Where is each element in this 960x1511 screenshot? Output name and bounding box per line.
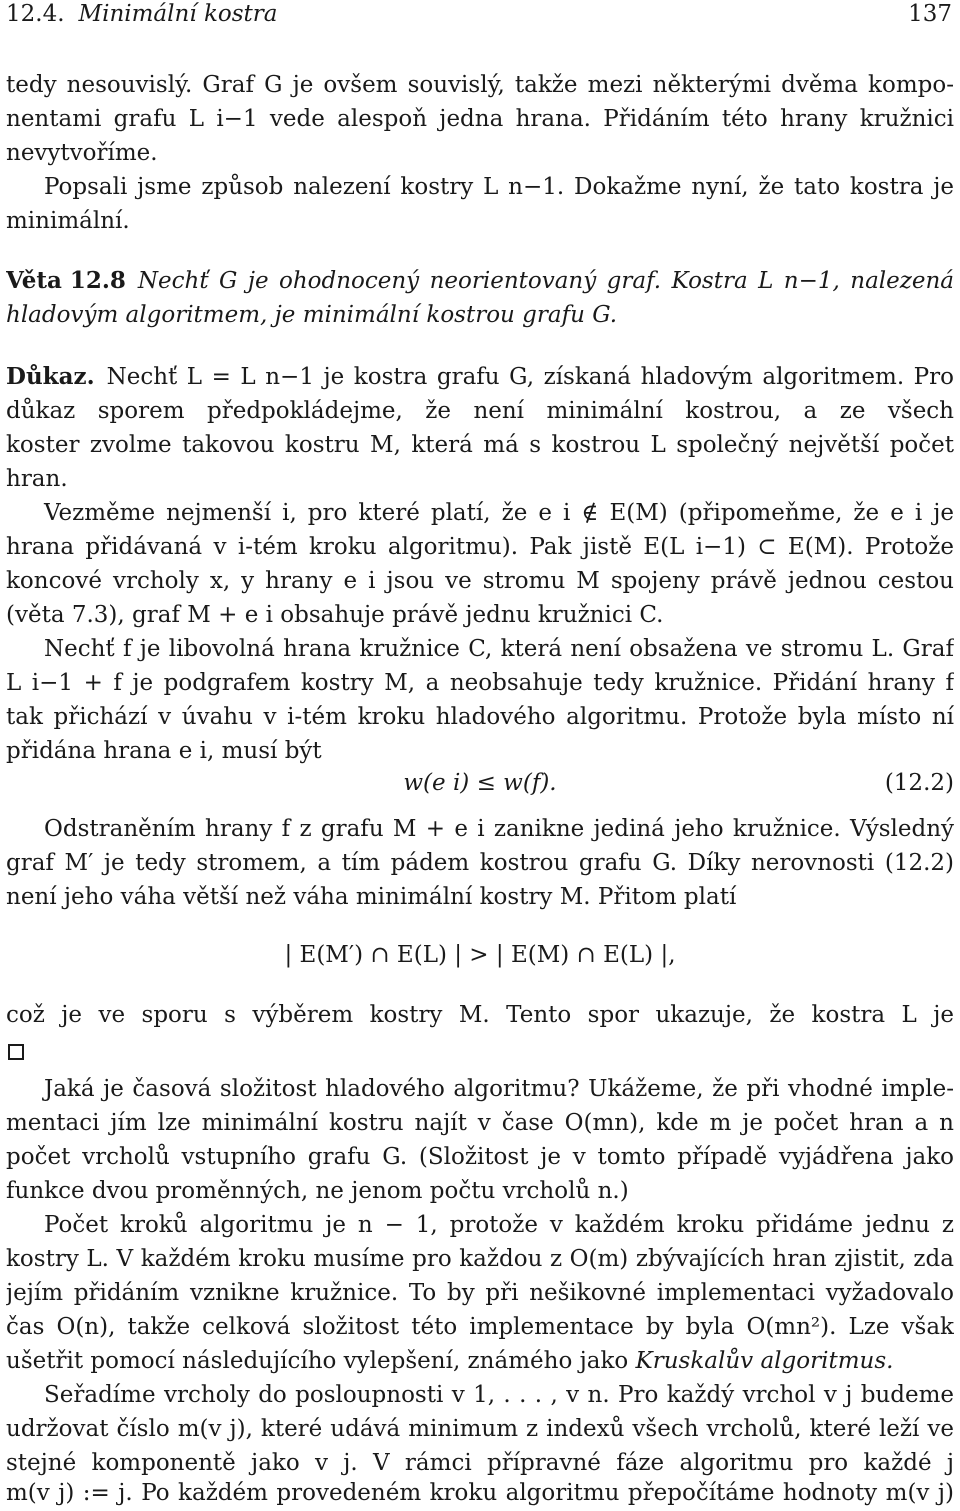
text-line: hran.: [6, 466, 68, 492]
equation-inequality: [6, 940, 954, 974]
text-line: jejím přidáním vznikne kružnice. To by při nešikovné implementaci vyžadovalo: [6, 1280, 954, 1306]
text-line-part: ušetřit pomocí následujícího vylepšení, známého jako: [6, 1348, 629, 1374]
theorem-label: Věta 12.8: [6, 267, 126, 294]
text-line: čas O(n), takže celková složitost této implementace by byla O(mn²). Lze však: [6, 1314, 954, 1340]
text-line: koster zvolme takovou kostru M, která má s kostrou L společný největší počet: [6, 432, 954, 458]
text-line: stejné komponentě jako v j. V rámci přípravné fáze algoritmu pro každé j: [6, 1450, 954, 1476]
text-line: koncové vrcholy x, y hrany e i jsou ve stromu M spojeny právě jednou cestou: [6, 568, 954, 594]
theorem-text: hladovým algoritmem, je minimální kostrou grafu G.: [6, 302, 618, 328]
text-line: Počet kroků algoritmu je n − 1, protože v každém kroku přidáme jednu z: [44, 1212, 954, 1238]
text-line: funkce dvou proměnných, ne jenom počtu vrcholů n.): [6, 1178, 629, 1204]
text-line: přidána hrana e i, musí být: [6, 738, 322, 764]
text-line: udržovat číslo m(v j), které udává minimum z indexů všech vrcholů, které leží ve: [6, 1416, 954, 1442]
text-line: tak přichází v úvahu v i-tém kroku hladového algoritmu. Protože byla místo ní: [6, 704, 954, 730]
text-line: Odstraněním hrany f z grafu M + e i zanikne jediná jeho kružnice. Výsledný: [44, 816, 954, 842]
text-line: tedy nesouvislý. Graf G je ovšem souvislý, takže mezi některými dvěma kompo-: [6, 72, 954, 98]
page-header: [6, 0, 952, 28]
text-line: mentaci jím lze minimální kostru najít v čase O(mn), kde m je počet hran a n: [6, 1110, 954, 1136]
equation-number: (12.2): [884, 770, 954, 796]
text-line: nentami grafu L i−1 vede alespoň jedna hrana. Přidáním této hrany kružnici: [6, 106, 954, 132]
equation-formula: | E(M′) ∩ E(L) | > | E(M) ∩ E(L) |,: [284, 942, 676, 968]
text-line: počet vrcholů vstupního grafu G. (Složitost je v tomto případě vyjádřena jako: [6, 1144, 954, 1170]
text-line: hrana přidávaná v i-tém kroku algoritmu). Pak jistě E(L i−1) ⊂ E(M). Protože: [6, 534, 954, 560]
theorem-text: Nechť G je ohodnocený neorientovaný graf. Kostra L n−1, nalezená: [137, 268, 954, 294]
text-line: Jaká je časová složitost hladového algoritmu? Ukážeme, že při vhodné imple-: [44, 1076, 954, 1102]
qed-box-icon: [8, 1044, 24, 1060]
text-line: není jeho váha větší než váha minimální kostry M. Přitom platí: [6, 884, 737, 910]
text-line: Nechť L = L n−1 je kostra grafu G, získaná hladovým algoritmem. Pro: [106, 364, 954, 390]
section-title: Minimální kostra: [78, 1, 278, 27]
theorem-line: [6, 266, 954, 298]
kruskal-term: Kruskalův algoritmus.: [635, 1348, 894, 1374]
page-number: 137: [908, 1, 952, 27]
text-line: m(v j) := j. Po každém provedeném kroku algoritmu přepočítáme hodnoty m(v j): [6, 1480, 954, 1506]
text-line: (věta 7.3), graf M + e i obsahuje právě jednu kružnici C.: [6, 602, 664, 628]
text-line: Nechť f je libovolná hrana kružnice C, která není obsažena ve stromu L. Graf: [44, 636, 954, 662]
section-number: 12.4.: [6, 1, 65, 27]
text-line: Seřadíme vrcholy do posloupnosti v 1, . . . , v n. Pro každý vrchol v j budeme: [44, 1382, 954, 1408]
text-line: což je ve sporu s výběrem kostry M. Tento spor ukazuje, že kostra L je: [6, 1002, 954, 1028]
text-line: důkaz sporem předpokládejme, že není minimální kostrou, a ze všech: [6, 398, 954, 424]
text-line: nevytvoříme.: [6, 140, 158, 166]
proof-label: Důkaz.: [6, 363, 95, 390]
equation-12-2: [6, 768, 954, 802]
text-line: Popsali jsme způsob nalezení kostry L n−1. Dokažme nyní, že tato kostra je: [44, 174, 954, 200]
text-line: minimální.: [6, 208, 130, 234]
text-line: graf M′ je tedy stromem, a tím pádem kostrou grafu G. Díky nerovnosti (12.2): [6, 850, 954, 876]
proof-line: [6, 362, 954, 394]
text-line: L i−1 + f je podgrafem kostry M, a neobsahuje tedy kružnice. Přidání hrany f: [6, 670, 954, 696]
text-line: kostry L. V každém kroku musíme pro každou z O(m) zbývajících hran zjistit, zda: [6, 1246, 954, 1272]
text-line: Vezměme nejmenší i, pro které platí, že e i ∉ E(M) (připomeňme, že e i je: [44, 500, 954, 526]
equation-formula: w(e i) ≤ w(f).: [403, 770, 557, 796]
text-line: [6, 1346, 954, 1378]
